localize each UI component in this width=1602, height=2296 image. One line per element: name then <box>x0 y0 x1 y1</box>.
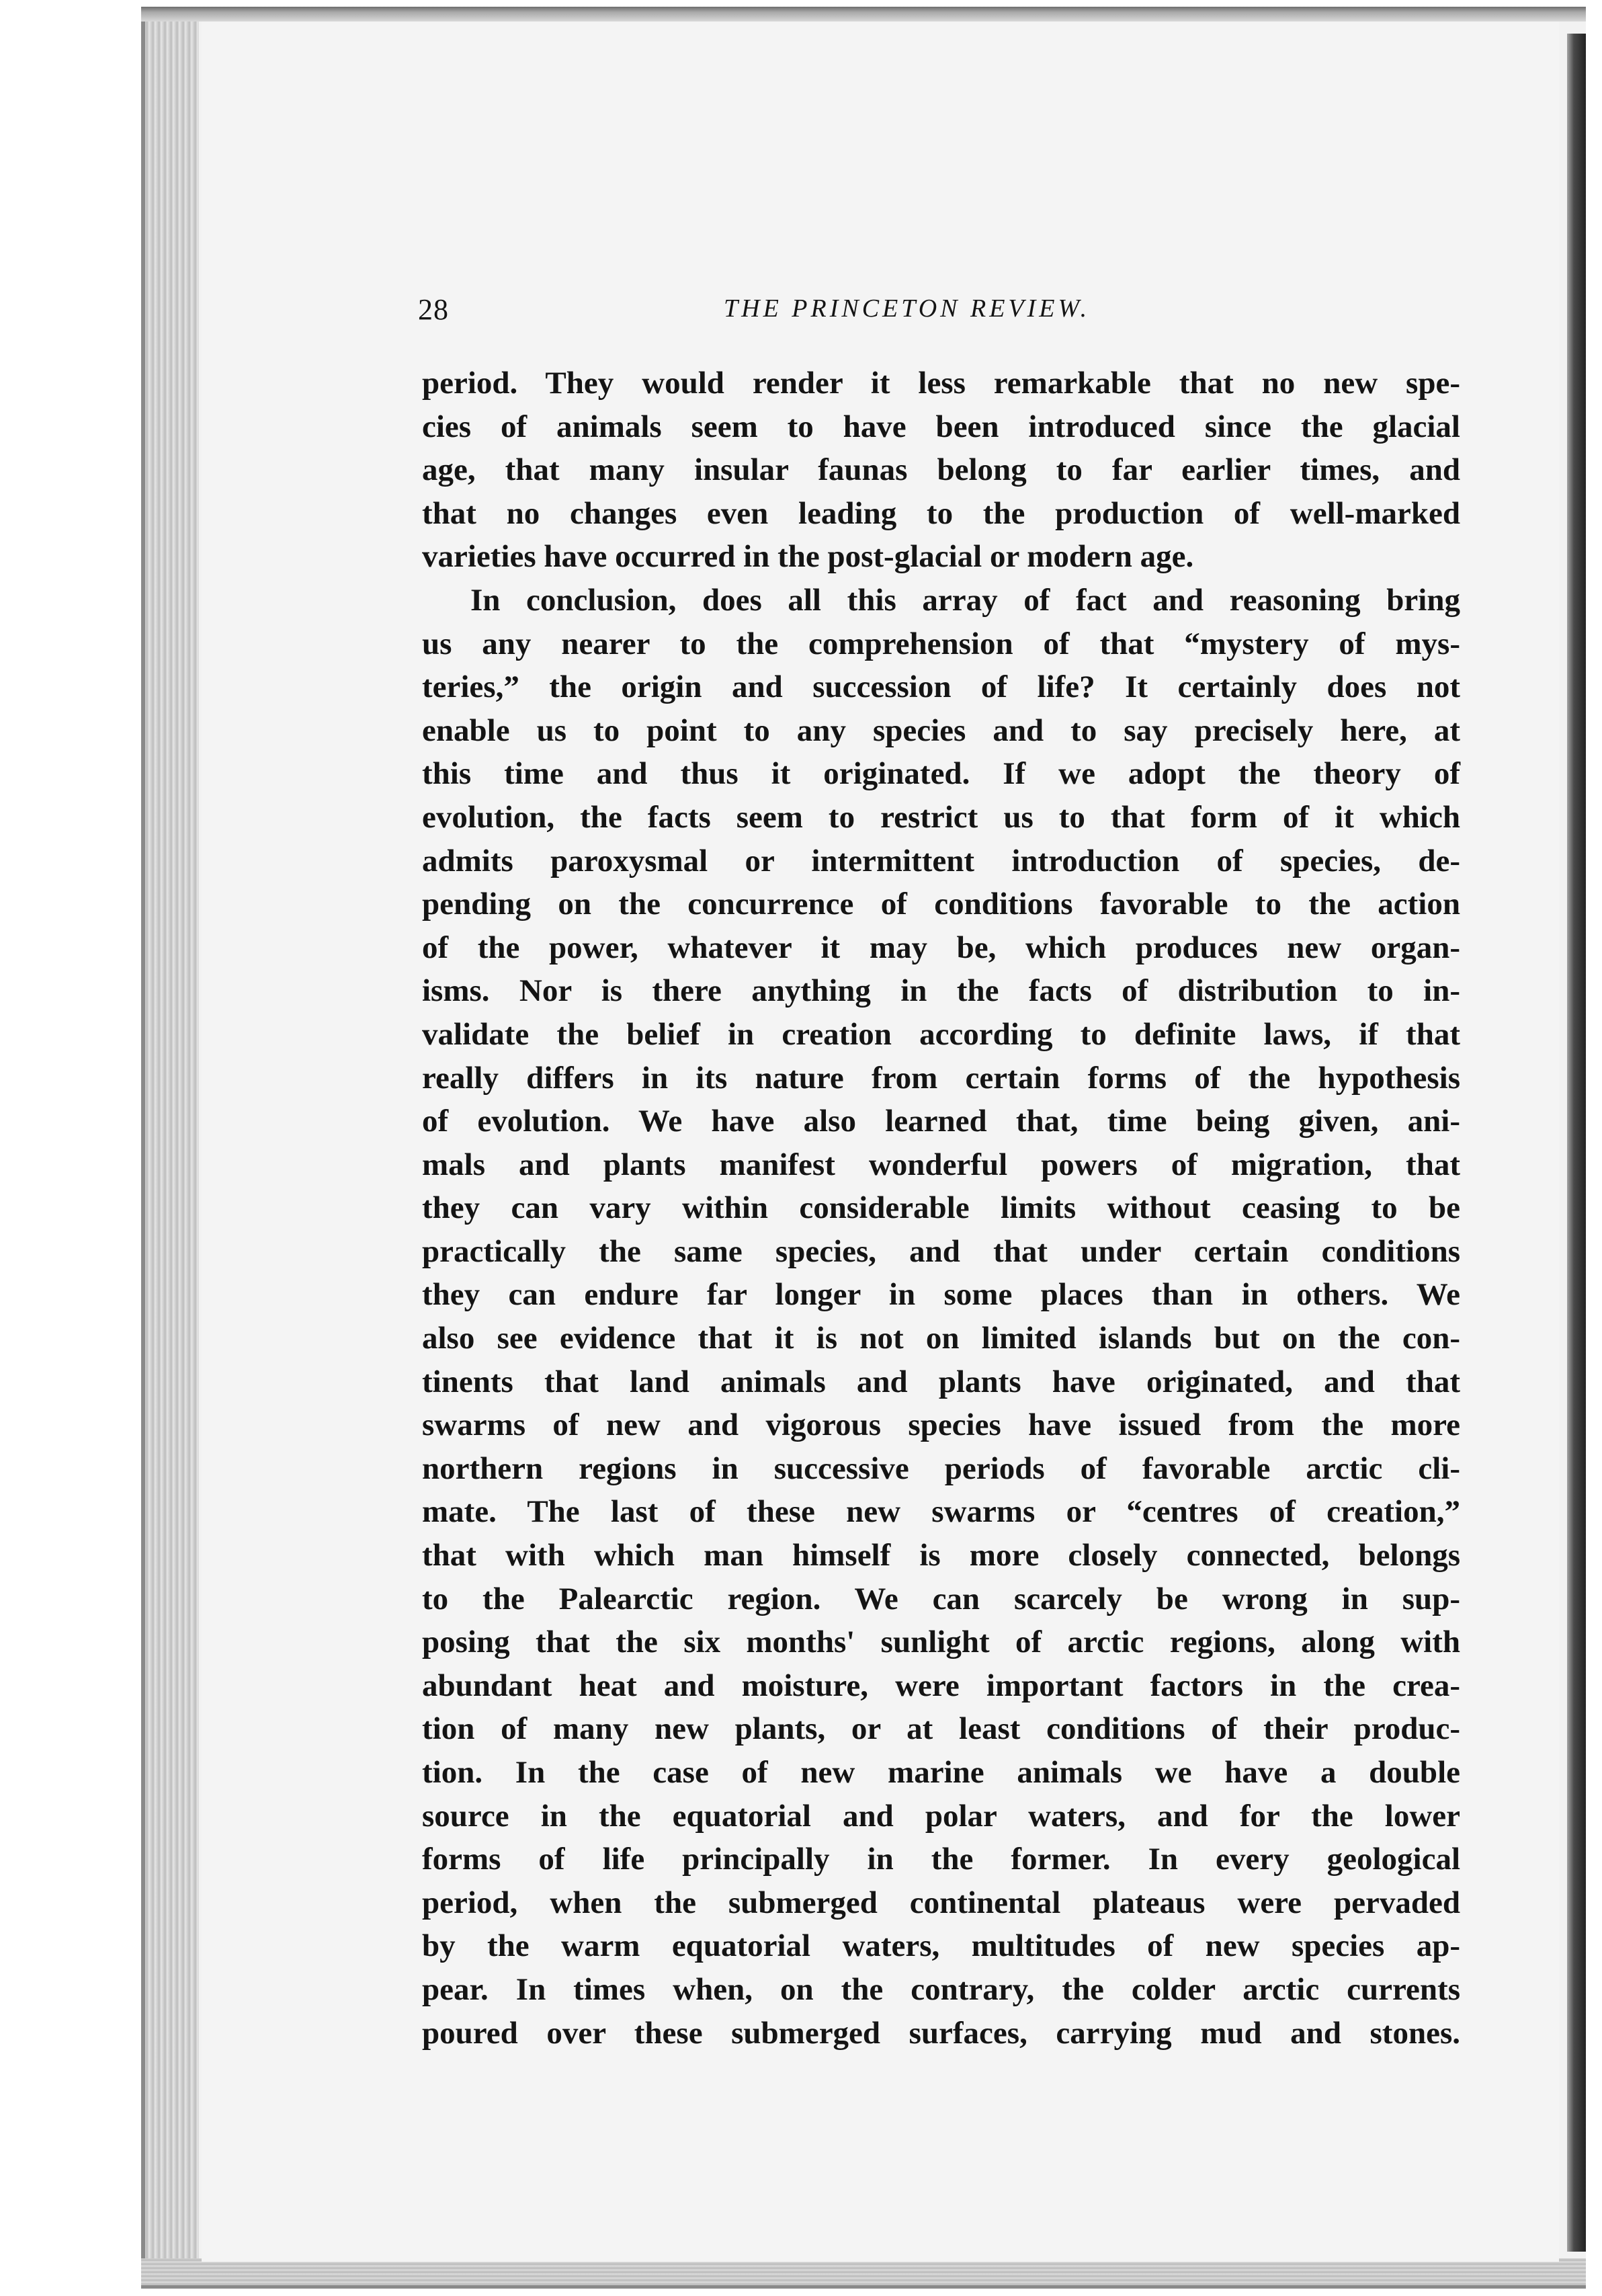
body-text <box>422 362 1460 2055</box>
text-line: varieties have occurred in the post-glacial or modern age. <box>422 539 1194 575</box>
text-line: validate the belief in creation according to definite laws, if that <box>422 1016 1460 1052</box>
text-line: poured over these submerged surfaces, carrying mud and stones. <box>422 2015 1460 2051</box>
text-line: pear. In times when, on the contrary, the colder arctic currents <box>422 1971 1460 2007</box>
text-line: swarms of new and vigorous species have issued from the more <box>422 1407 1460 1443</box>
text-line: northern regions in successive periods of favorable arctic cli- <box>422 1450 1460 1486</box>
text-line: tion. In the case of new marine animals we have a double <box>422 1755 1460 1790</box>
text-line: that with which man himself is more closely connected, belongs <box>422 1538 1460 1573</box>
text-line: also see evidence that it is not on limited islands but on the con- <box>422 1321 1460 1356</box>
text-line: they can vary within considerable limits without ceasing to be <box>422 1190 1460 1226</box>
text-line: evolution, the facts seem to restrict us to that form of it which <box>422 799 1460 835</box>
text-line: of evolution. We have also learned that, time being given, ani- <box>422 1104 1460 1139</box>
text-line: that no changes even leading to the production of well-marked <box>422 495 1460 531</box>
text-line: of the power, whatever it may be, which produces new organ- <box>422 930 1460 965</box>
page-stack-bottom-edge <box>141 2258 1586 2289</box>
text-line: posing that the six months' sunlight of arctic regions, along with <box>422 1625 1460 1660</box>
page-top-edge <box>141 7 1586 22</box>
text-line: enable us to point to any species and to say precisely here, at <box>422 712 1460 748</box>
page-number: 28 <box>418 293 449 326</box>
journal-title: THE PRINCETON REVIEW. <box>724 294 1091 323</box>
text-line: source in the equatorial and polar waters, and for the lower <box>422 1798 1460 1834</box>
text-line: cies of animals seem to have been introduced since the glacial <box>422 409 1460 444</box>
text-line: forms of life principally in the former. In every geological <box>422 1842 1460 1877</box>
page-stack-left-edge <box>141 7 199 2289</box>
text-line: period. They would render it less remarkable that no new spe- <box>422 366 1460 401</box>
page-right-shadow <box>1567 34 1586 2252</box>
text-line: us any nearer to the comprehension of that “mystery of mys- <box>422 626 1460 661</box>
text-line: isms. Nor is there anything in the facts of distribution to in- <box>422 973 1460 1009</box>
text-line: practically the same species, and that under certain conditions <box>422 1233 1460 1269</box>
text-line: abundant heat and moisture, were important factors in the crea- <box>422 1668 1460 1703</box>
text-line: mate. The last of these new swarms or “centres of creation,” <box>422 1494 1460 1530</box>
text-line: really differs in its nature from certain forms of the hypothesis <box>422 1060 1460 1096</box>
text-line: by the warm equatorial waters, multitudes of new species ap- <box>422 1928 1460 1964</box>
text-line: to the Palearctic region. We can scarcely be wrong in sup- <box>422 1581 1460 1616</box>
text-line: tinents that land animals and plants have originated, and that <box>422 1364 1460 1399</box>
text-line: period, when the submerged continental plateaus were pervaded <box>422 1885 1460 1920</box>
running-head <box>418 292 1184 333</box>
text-line: this time and thus it originated. If we adopt the theory of <box>422 756 1460 792</box>
text-line: admits paroxysmal or intermittent introduction of species, de- <box>422 843 1460 878</box>
text-line: pending on the concurrence of conditions favorable to the action <box>422 887 1460 922</box>
text-line: teries,” the origin and succession of life? It certainly does not <box>422 669 1460 705</box>
text-line: age, that many insular faunas belong to far earlier times, and <box>422 452 1460 488</box>
text-line: mals and plants manifest wonderful powers of migration, that <box>422 1147 1460 1182</box>
paragraph-start-line: In conclusion, does all this array of fact and reasoning bring <box>470 582 1460 618</box>
text-line: they can endure far longer in some places than in others. We <box>422 1277 1460 1313</box>
text-line: tion of many new plants, or at least conditions of their produc- <box>422 1711 1460 1747</box>
